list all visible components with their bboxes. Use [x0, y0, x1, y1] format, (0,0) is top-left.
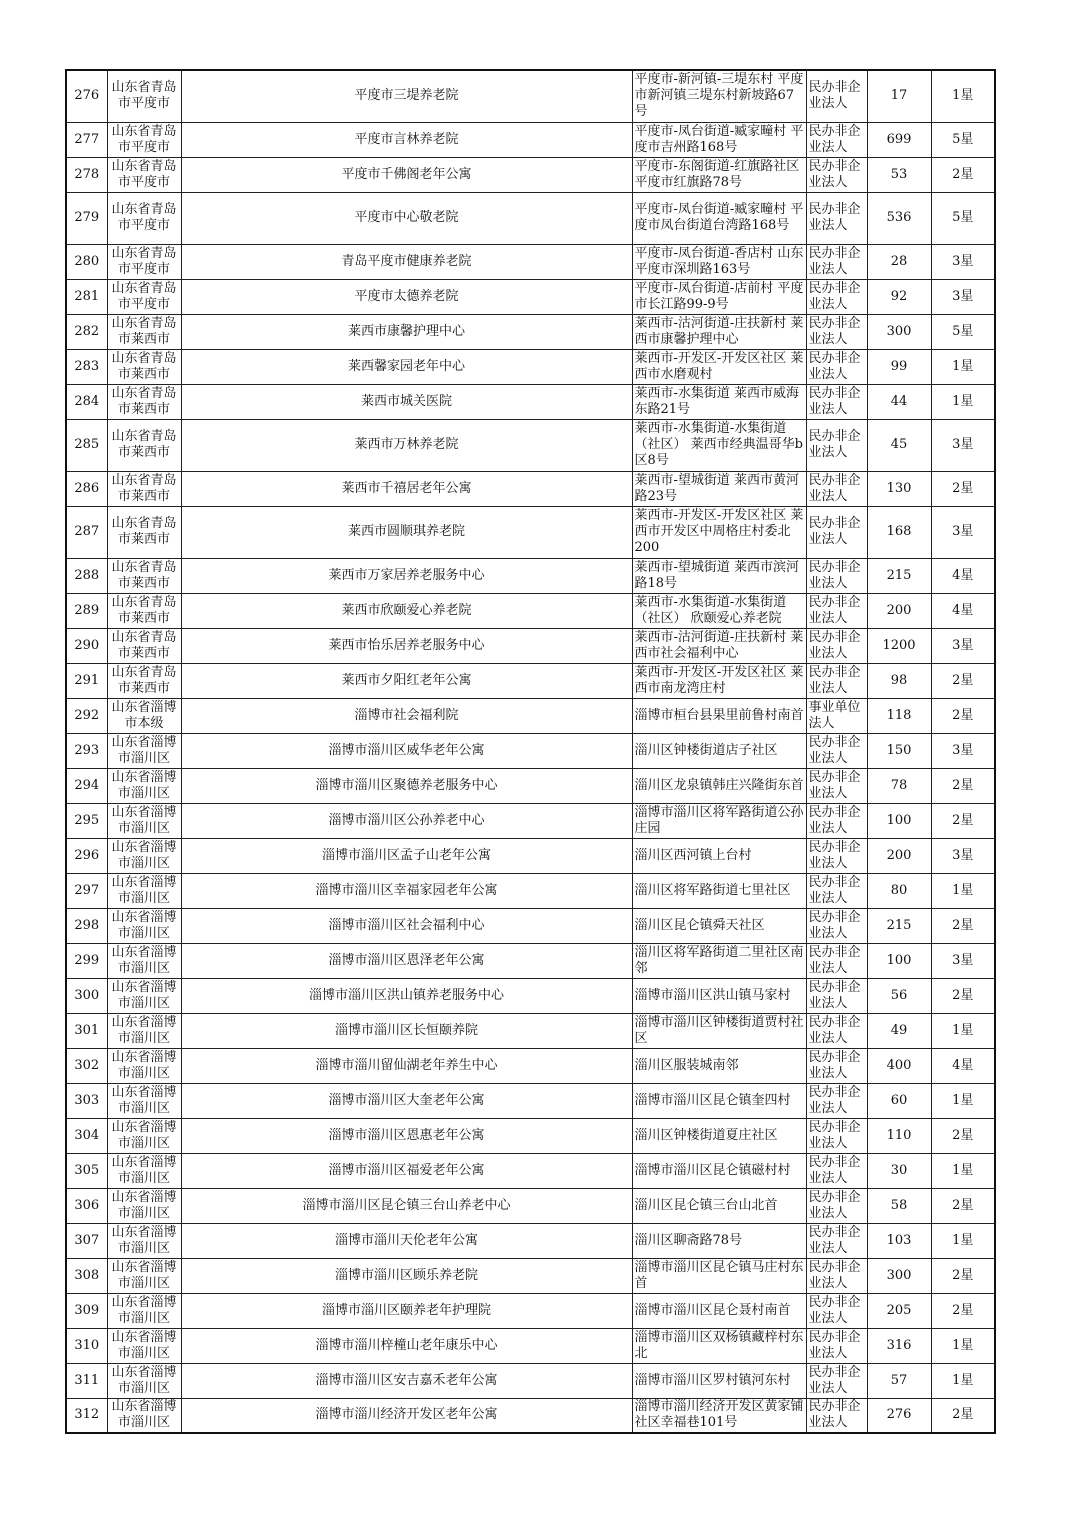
legal-type-cell: 民办非企业法人	[806, 873, 867, 908]
institution-name: 淄博市淄川区颐养老年护理院	[181, 1293, 632, 1328]
address-cell: 莱西市-沽河街道-庄扶新村 莱西市康馨护理中心	[632, 314, 806, 349]
star-rating: 5星	[931, 192, 995, 244]
legal-type-cell: 民办非企业法人	[806, 279, 867, 314]
bed-count: 28	[867, 244, 931, 279]
table-row	[66, 803, 995, 838]
row-number: 284	[66, 384, 107, 419]
legal-type-cell: 民办非企业法人	[806, 1363, 867, 1398]
region-cell: 山东省淄博市淄川区	[107, 838, 181, 873]
table-row	[66, 1398, 995, 1433]
bed-count: 49	[867, 1013, 931, 1048]
row-number: 282	[66, 314, 107, 349]
star-rating: 1星	[931, 873, 995, 908]
address-cell: 平度市-新河镇-三堤东村 平度市新河镇三堤东村新坡路67号	[632, 70, 806, 122]
address-cell: 淄博市淄川区双杨镇藏梓村东北	[632, 1328, 806, 1363]
star-rating: 2星	[931, 1398, 995, 1433]
row-number: 310	[66, 1328, 107, 1363]
row-number: 292	[66, 698, 107, 733]
row-number: 280	[66, 244, 107, 279]
table-row	[66, 122, 995, 157]
row-number: 311	[66, 1363, 107, 1398]
row-number: 296	[66, 838, 107, 873]
legal-type-cell: 民办非企业法人	[806, 803, 867, 838]
address-cell: 淄川区钟楼街道店子社区	[632, 733, 806, 768]
legal-type-cell: 民办非企业法人	[806, 122, 867, 157]
institution-name: 莱西市城关医院	[181, 384, 632, 419]
bed-count: 98	[867, 663, 931, 698]
address-cell: 淄川区聊斋路78号	[632, 1223, 806, 1258]
legal-type-cell: 民办非企业法人	[806, 192, 867, 244]
bed-count: 316	[867, 1328, 931, 1363]
bed-count: 92	[867, 279, 931, 314]
institution-name: 淄博市淄川经济开发区老年公寓	[181, 1398, 632, 1433]
table-row	[66, 314, 995, 349]
address-cell: 淄博市淄川区将军路街道公孙庄园	[632, 803, 806, 838]
row-number: 290	[66, 628, 107, 663]
star-rating: 2星	[931, 1258, 995, 1293]
region-cell: 山东省淄博市淄川区	[107, 768, 181, 803]
row-number: 300	[66, 978, 107, 1013]
institution-name: 淄博市淄川区幸福家园老年公寓	[181, 873, 632, 908]
institution-name: 淄博市淄川留仙湖老年养生中心	[181, 1048, 632, 1083]
star-rating: 3星	[931, 628, 995, 663]
star-rating: 2星	[931, 157, 995, 192]
legal-type-cell: 民办非企业法人	[806, 1118, 867, 1153]
address-cell: 莱西市-水集街道-水集街道（社区） 莱西市经典温哥华b区8号	[632, 419, 806, 471]
address-cell: 淄博市淄川区洪山镇马家村	[632, 978, 806, 1013]
bed-count: 17	[867, 70, 931, 122]
bed-count: 300	[867, 314, 931, 349]
institution-name: 平度市中心敬老院	[181, 192, 632, 244]
legal-type-cell: 民办非企业法人	[806, 768, 867, 803]
legal-type-cell: 民办非企业法人	[806, 157, 867, 192]
region-cell: 山东省淄博市淄川区	[107, 1398, 181, 1433]
institution-name: 淄博市淄川区安吉嘉禾老年公寓	[181, 1363, 632, 1398]
region-cell: 山东省青岛市平度市	[107, 279, 181, 314]
care-institution-table	[65, 69, 996, 1434]
institution-name: 淄博市淄川区恩惠老年公寓	[181, 1118, 632, 1153]
row-number: 288	[66, 558, 107, 593]
institution-name: 莱西市夕阳红老年公寓	[181, 663, 632, 698]
region-cell: 山东省淄博市淄川区	[107, 943, 181, 978]
star-rating: 4星	[931, 558, 995, 593]
row-number: 285	[66, 419, 107, 471]
star-rating: 1星	[931, 70, 995, 122]
region-cell: 山东省青岛市莱西市	[107, 349, 181, 384]
legal-type-cell: 民办非企业法人	[806, 1328, 867, 1363]
bed-count: 99	[867, 349, 931, 384]
address-cell: 莱西市-望城街道 莱西市滨河路18号	[632, 558, 806, 593]
row-number: 291	[66, 663, 107, 698]
table-row	[66, 978, 995, 1013]
row-number: 298	[66, 908, 107, 943]
row-number: 308	[66, 1258, 107, 1293]
region-cell: 山东省淄博市淄川区	[107, 1223, 181, 1258]
star-rating: 2星	[931, 1188, 995, 1223]
star-rating: 1星	[931, 1083, 995, 1118]
address-cell: 莱西市-开发区-开发区社区 莱西市水磨观村	[632, 349, 806, 384]
row-number: 299	[66, 943, 107, 978]
row-number: 304	[66, 1118, 107, 1153]
institution-name: 淄博市淄川区聚德养老服务中心	[181, 768, 632, 803]
bed-count: 205	[867, 1293, 931, 1328]
star-rating: 5星	[931, 314, 995, 349]
region-cell: 山东省青岛市莱西市	[107, 593, 181, 628]
star-rating: 2星	[931, 698, 995, 733]
star-rating: 2星	[931, 663, 995, 698]
address-cell: 莱西市-沽河街道-庄扶新村 莱西市社会福利中心	[632, 628, 806, 663]
star-rating: 2星	[931, 471, 995, 506]
institution-name: 淄博市淄川天伦老年公寓	[181, 1223, 632, 1258]
star-rating: 1星	[931, 1363, 995, 1398]
row-number: 276	[66, 70, 107, 122]
table-row	[66, 873, 995, 908]
legal-type-cell: 民办非企业法人	[806, 1083, 867, 1118]
institution-name: 淄博市淄川区长恒颐养院	[181, 1013, 632, 1048]
row-number: 305	[66, 1153, 107, 1188]
legal-type-cell: 民办非企业法人	[806, 1188, 867, 1223]
star-rating: 1星	[931, 384, 995, 419]
address-cell: 淄博市桓台县果里前鲁村南首	[632, 698, 806, 733]
row-number: 295	[66, 803, 107, 838]
star-rating: 5星	[931, 122, 995, 157]
star-rating: 2星	[931, 978, 995, 1013]
address-cell: 淄川区西河镇上台村	[632, 838, 806, 873]
row-number: 303	[66, 1083, 107, 1118]
address-cell: 莱西市-望城街道 莱西市黄河路23号	[632, 471, 806, 506]
row-number: 277	[66, 122, 107, 157]
region-cell: 山东省青岛市平度市	[107, 192, 181, 244]
table-row	[66, 244, 995, 279]
bed-count: 80	[867, 873, 931, 908]
address-cell: 淄博市淄川区昆仑镇马庄村东首	[632, 1258, 806, 1293]
bed-count: 215	[867, 908, 931, 943]
legal-type-cell: 民办非企业法人	[806, 628, 867, 663]
table-row	[66, 384, 995, 419]
bed-count: 100	[867, 943, 931, 978]
bed-count: 276	[867, 1398, 931, 1433]
bed-count: 168	[867, 506, 931, 558]
star-rating: 2星	[931, 803, 995, 838]
legal-type-cell: 民办非企业法人	[806, 978, 867, 1013]
address-cell: 莱西市-开发区-开发区社区 莱西市南龙湾庄村	[632, 663, 806, 698]
bed-count: 200	[867, 593, 931, 628]
bed-count: 57	[867, 1363, 931, 1398]
table-row	[66, 663, 995, 698]
region-cell: 山东省淄博市淄川区	[107, 1258, 181, 1293]
star-rating: 3星	[931, 838, 995, 873]
table-row	[66, 593, 995, 628]
legal-type-cell: 民办非企业法人	[806, 1013, 867, 1048]
institution-name: 淄博市淄川区大奎老年公寓	[181, 1083, 632, 1118]
institution-name: 莱西市万家居养老服务中心	[181, 558, 632, 593]
table-row	[66, 943, 995, 978]
star-rating: 3星	[931, 244, 995, 279]
table-row	[66, 558, 995, 593]
region-cell: 山东省淄博市淄川区	[107, 978, 181, 1013]
legal-type-cell: 民办非企业法人	[806, 471, 867, 506]
institution-name: 淄博市淄川区洪山镇养老服务中心	[181, 978, 632, 1013]
institution-name: 莱西市千禧居老年公寓	[181, 471, 632, 506]
table-row	[66, 1188, 995, 1223]
bed-count: 103	[867, 1223, 931, 1258]
star-rating: 2星	[931, 768, 995, 803]
region-cell: 山东省淄博市淄川区	[107, 1083, 181, 1118]
star-rating: 3星	[931, 279, 995, 314]
address-cell: 淄博市淄川区昆仑镇奎四村	[632, 1083, 806, 1118]
bed-count: 1200	[867, 628, 931, 663]
region-cell: 山东省淄博市本级	[107, 698, 181, 733]
address-cell: 莱西市-水集街道 莱西市威海东路21号	[632, 384, 806, 419]
region-cell: 山东省淄博市淄川区	[107, 1153, 181, 1188]
bed-count: 78	[867, 768, 931, 803]
row-number: 279	[66, 192, 107, 244]
address-cell: 淄川区昆仑镇舜天社区	[632, 908, 806, 943]
institution-name: 淄博市淄川区社会福利中心	[181, 908, 632, 943]
row-number: 307	[66, 1223, 107, 1258]
institution-name: 淄博市淄川区昆仑镇三台山养老中心	[181, 1188, 632, 1223]
star-rating: 2星	[931, 908, 995, 943]
table-row	[66, 1153, 995, 1188]
legal-type-cell: 民办非企业法人	[806, 384, 867, 419]
region-cell: 山东省青岛市平度市	[107, 244, 181, 279]
table-row	[66, 1013, 995, 1048]
bed-count: 53	[867, 157, 931, 192]
region-cell: 山东省淄博市淄川区	[107, 1293, 181, 1328]
row-number: 281	[66, 279, 107, 314]
legal-type-cell: 民办非企业法人	[806, 244, 867, 279]
legal-type-cell: 民办非企业法人	[806, 1048, 867, 1083]
region-cell: 山东省淄博市淄川区	[107, 1118, 181, 1153]
row-number: 286	[66, 471, 107, 506]
region-cell: 山东省青岛市莱西市	[107, 419, 181, 471]
region-cell: 山东省青岛市莱西市	[107, 663, 181, 698]
institution-name: 淄博市淄川区孟子山老年公寓	[181, 838, 632, 873]
table-row	[66, 1258, 995, 1293]
address-cell: 平度市-东阁街道-红旗路社区 平度市红旗路78号	[632, 157, 806, 192]
star-rating: 1星	[931, 349, 995, 384]
region-cell: 山东省淄博市淄川区	[107, 1363, 181, 1398]
legal-type-cell: 民办非企业法人	[806, 943, 867, 978]
institution-name: 淄博市社会福利院	[181, 698, 632, 733]
row-number: 312	[66, 1398, 107, 1433]
legal-type-cell: 民办非企业法人	[806, 663, 867, 698]
institution-name: 淄博市淄川区福爱老年公寓	[181, 1153, 632, 1188]
row-number: 301	[66, 1013, 107, 1048]
institution-name: 平度市言林养老院	[181, 122, 632, 157]
institution-name: 莱西市欣颐爱心养老院	[181, 593, 632, 628]
region-cell: 山东省淄博市淄川区	[107, 1048, 181, 1083]
legal-type-cell: 民办非企业法人	[806, 558, 867, 593]
table-row	[66, 70, 995, 122]
row-number: 289	[66, 593, 107, 628]
institution-name: 淄博市淄川区威华老年公寓	[181, 733, 632, 768]
star-rating: 3星	[931, 943, 995, 978]
institution-name: 平度市太德养老院	[181, 279, 632, 314]
table-row	[66, 279, 995, 314]
address-cell: 淄川区昆仑镇三台山北首	[632, 1188, 806, 1223]
bed-count: 110	[867, 1118, 931, 1153]
table-row	[66, 1118, 995, 1153]
bed-count: 60	[867, 1083, 931, 1118]
star-rating: 1星	[931, 1223, 995, 1258]
address-cell: 莱西市-开发区-开发区社区 莱西市开发区中周格庄村委北200	[632, 506, 806, 558]
table-row	[66, 698, 995, 733]
address-cell: 淄川区龙泉镇韩庄兴隆街东首	[632, 768, 806, 803]
address-cell: 淄博市淄川区罗村镇河东村	[632, 1363, 806, 1398]
row-number: 278	[66, 157, 107, 192]
region-cell: 山东省青岛市莱西市	[107, 558, 181, 593]
star-rating: 3星	[931, 733, 995, 768]
row-number: 283	[66, 349, 107, 384]
institution-name: 莱西市怡乐居养老服务中心	[181, 628, 632, 663]
table-row	[66, 1293, 995, 1328]
region-cell: 山东省淄博市淄川区	[107, 733, 181, 768]
star-rating: 1星	[931, 1328, 995, 1363]
region-cell: 山东省淄博市淄川区	[107, 1328, 181, 1363]
address-cell: 平度市-凤台街道-香店村 山东平度市深圳路163号	[632, 244, 806, 279]
table-row	[66, 908, 995, 943]
legal-type-cell: 民办非企业法人	[806, 349, 867, 384]
table-row	[66, 349, 995, 384]
bed-count: 118	[867, 698, 931, 733]
legal-type-cell: 民办非企业法人	[806, 1223, 867, 1258]
bed-count: 200	[867, 838, 931, 873]
address-cell: 淄川区服装城南邻	[632, 1048, 806, 1083]
institution-name: 莱西馨家园老年中心	[181, 349, 632, 384]
institution-name: 淄博市淄川区恩泽老年公寓	[181, 943, 632, 978]
table-row	[66, 1048, 995, 1083]
bed-count: 30	[867, 1153, 931, 1188]
table-row	[66, 1083, 995, 1118]
legal-type-cell: 民办非企业法人	[806, 1153, 867, 1188]
region-cell: 山东省淄博市淄川区	[107, 873, 181, 908]
institution-name: 平度市三堤养老院	[181, 70, 632, 122]
star-rating: 2星	[931, 1293, 995, 1328]
legal-type-cell: 民办非企业法人	[806, 838, 867, 873]
legal-type-cell: 民办非企业法人	[806, 506, 867, 558]
bed-count: 699	[867, 122, 931, 157]
legal-type-cell: 民办非企业法人	[806, 733, 867, 768]
table-row	[66, 838, 995, 873]
region-cell: 山东省青岛市莱西市	[107, 314, 181, 349]
row-number: 306	[66, 1188, 107, 1223]
legal-type-cell: 事业单位法人	[806, 698, 867, 733]
institution-name: 淄博市淄川区顾乐养老院	[181, 1258, 632, 1293]
table-row	[66, 733, 995, 768]
bed-count: 44	[867, 384, 931, 419]
legal-type-cell: 民办非企业法人	[806, 593, 867, 628]
address-cell: 淄川区将军路街道七里社区	[632, 873, 806, 908]
table-row	[66, 768, 995, 803]
region-cell: 山东省青岛市平度市	[107, 122, 181, 157]
table-row	[66, 192, 995, 244]
table-row	[66, 1223, 995, 1258]
bed-count: 400	[867, 1048, 931, 1083]
bed-count: 100	[867, 803, 931, 838]
region-cell: 山东省淄博市淄川区	[107, 803, 181, 838]
region-cell: 山东省青岛市莱西市	[107, 384, 181, 419]
bed-count: 536	[867, 192, 931, 244]
legal-type-cell: 民办非企业法人	[806, 314, 867, 349]
table-row	[66, 506, 995, 558]
row-number: 297	[66, 873, 107, 908]
institution-name: 淄博市淄川梓橦山老年康乐中心	[181, 1328, 632, 1363]
star-rating: 3星	[931, 419, 995, 471]
address-cell: 淄川区将军路街道二里社区南邻	[632, 943, 806, 978]
table-row	[66, 471, 995, 506]
bed-count: 300	[867, 1258, 931, 1293]
table-row	[66, 419, 995, 471]
star-rating: 4星	[931, 1048, 995, 1083]
address-cell: 淄博市淄川经济开发区黄家铺社区幸福巷101号	[632, 1398, 806, 1433]
institution-name: 淄博市淄川区公孙养老中心	[181, 803, 632, 838]
row-number: 309	[66, 1293, 107, 1328]
star-rating: 4星	[931, 593, 995, 628]
institution-name: 青岛平度市健康养老院	[181, 244, 632, 279]
address-cell: 莱西市-水集街道-水集街道（社区） 欣颐爱心养老院	[632, 593, 806, 628]
bed-count: 130	[867, 471, 931, 506]
institution-name: 平度市千佛阁老年公寓	[181, 157, 632, 192]
address-cell: 淄川区钟楼街道夏庄社区	[632, 1118, 806, 1153]
institution-name: 莱西市万林养老院	[181, 419, 632, 471]
star-rating: 1星	[931, 1153, 995, 1188]
row-number: 293	[66, 733, 107, 768]
star-rating: 3星	[931, 506, 995, 558]
star-rating: 2星	[931, 1118, 995, 1153]
legal-type-cell: 民办非企业法人	[806, 1258, 867, 1293]
bed-count: 58	[867, 1188, 931, 1223]
legal-type-cell: 民办非企业法人	[806, 908, 867, 943]
institution-name: 莱西市康馨护理中心	[181, 314, 632, 349]
legal-type-cell: 民办非企业法人	[806, 419, 867, 471]
legal-type-cell: 民办非企业法人	[806, 70, 867, 122]
address-cell: 平度市-凤台街道-臧家疃村 平度市凤台街道台湾路168号	[632, 192, 806, 244]
legal-type-cell: 民办非企业法人	[806, 1398, 867, 1433]
region-cell: 山东省青岛市平度市	[107, 157, 181, 192]
row-number: 287	[66, 506, 107, 558]
region-cell: 山东省淄博市淄川区	[107, 908, 181, 943]
address-cell: 平度市-凤台街道-店前村 平度市长江路99-9号	[632, 279, 806, 314]
address-cell: 平度市-凤台街道-臧家疃村 平度市吉州路168号	[632, 122, 806, 157]
bed-count: 45	[867, 419, 931, 471]
region-cell: 山东省青岛市莱西市	[107, 628, 181, 663]
address-cell: 淄博市淄川区钟楼街道贾村社区	[632, 1013, 806, 1048]
region-cell: 山东省淄博市淄川区	[107, 1013, 181, 1048]
address-cell: 淄博市淄川区昆仑镇磁村村	[632, 1153, 806, 1188]
bed-count: 150	[867, 733, 931, 768]
table-row	[66, 628, 995, 663]
region-cell: 山东省青岛市莱西市	[107, 506, 181, 558]
bed-count: 215	[867, 558, 931, 593]
legal-type-cell: 民办非企业法人	[806, 1293, 867, 1328]
region-cell: 山东省青岛市莱西市	[107, 471, 181, 506]
address-cell: 淄博市淄川区昆仑聂村南首	[632, 1293, 806, 1328]
institution-name: 莱西市圆顺琪养老院	[181, 506, 632, 558]
row-number: 302	[66, 1048, 107, 1083]
region-cell: 山东省青岛市平度市	[107, 70, 181, 122]
table-row	[66, 1328, 995, 1363]
row-number: 294	[66, 768, 107, 803]
table-row	[66, 157, 995, 192]
region-cell: 山东省淄博市淄川区	[107, 1188, 181, 1223]
star-rating: 1星	[931, 1013, 995, 1048]
table-row	[66, 1363, 995, 1398]
bed-count: 56	[867, 978, 931, 1013]
table-body	[66, 70, 995, 1433]
